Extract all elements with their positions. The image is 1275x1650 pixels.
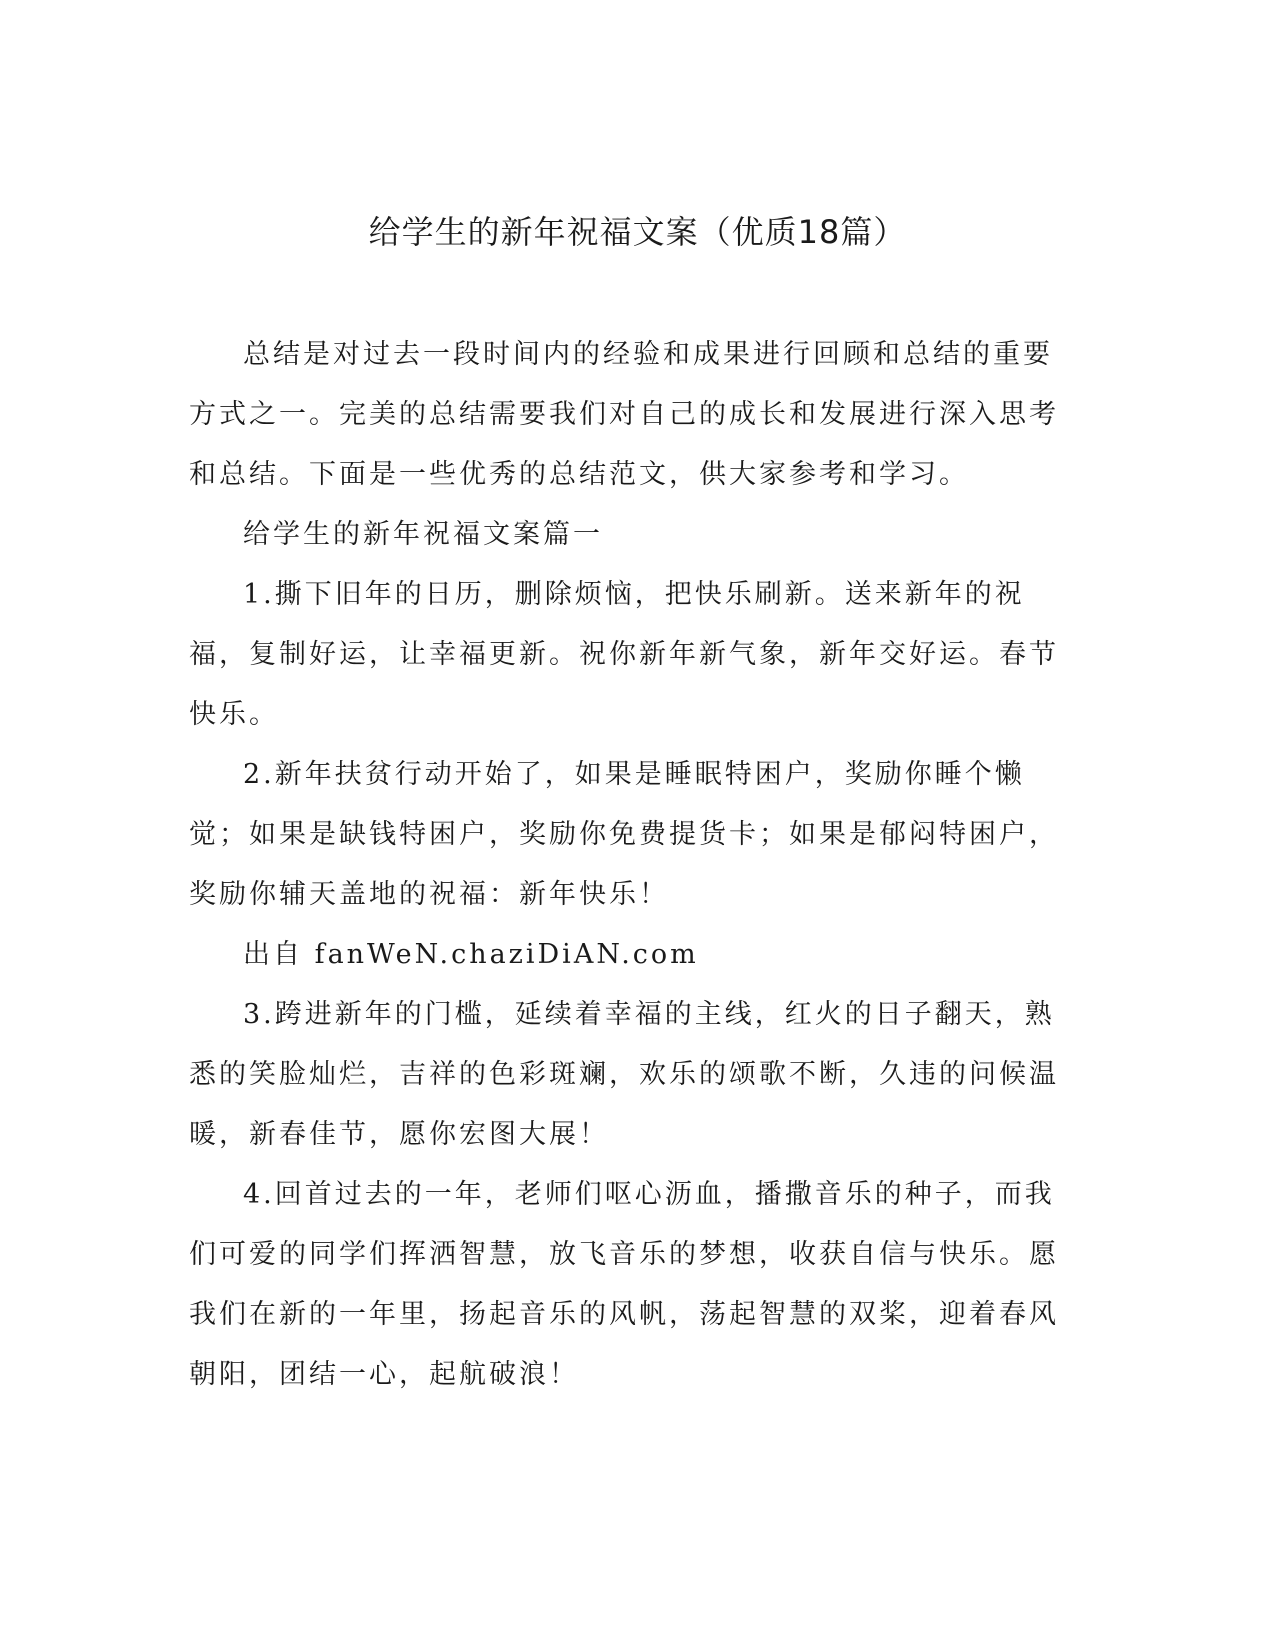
blessing-paragraph: 4.回首过去的一年，老师们呕心沥血，播撒音乐的种子，而我们可爱的同学们挥洒智慧，放飞音乐的梦想，收获自信与快乐。愿我们在新的一年里，扬起音乐的风帆，荡起智慧的双桨，迎着春风朝阳，团结一心，起航破浪！ [189,1179,1059,1390]
intro-paragraph: 总结是对过去一段时间内的经验和成果进行回顾和总结的重要方式之一。完美的总结需要我们对自己的成长和发展进行深入思考和总结。下面是一些优秀的总结范文，供大家参考和学习。 [189,339,1059,490]
source-line: 出自 fanWeN.chaziDiAN.com [243,939,699,970]
blessing-paragraph: 1.撕下旧年的日历，删除烦恼，把快乐刷新。送来新年的祝福，复制好运，让幸福更新。祝你新年新气象，新年交好运。春节快乐。 [189,579,1059,730]
blessing-paragraph: 3.跨进新年的门槛，延续着幸福的主线，红火的日子翻天，熟悉的笑脸灿烂，吉祥的色彩斑斓，欢乐的颂歌不断，久违的问候温暖，新春佳节，愿你宏图大展！ [189,999,1059,1150]
section-heading: 给学生的新年祝福文案篇一 [243,519,603,550]
document-title: 给学生的新年祝福文案（优质18篇） [368,213,907,251]
document-body [189,325,1069,1405]
blessing-paragraph: 2.新年扶贫行动开始了，如果是睡眠特困户，奖励你睡个懒觉；如果是缺钱特困户，奖励你免费提货卡；如果是郁闷特困户，奖励你辅天盖地的祝福：新年快乐！ [189,759,1059,910]
